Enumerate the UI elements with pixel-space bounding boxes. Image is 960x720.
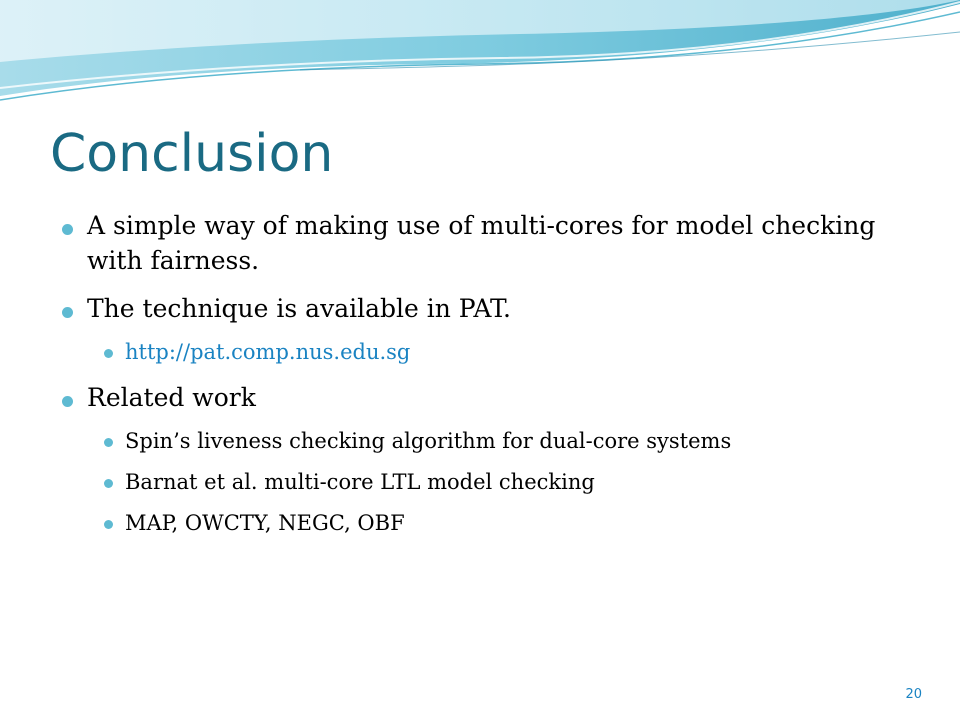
header-wave-decoration bbox=[0, 0, 960, 110]
sub-bullet-text: Spin’s liveness checking algorithm for dual-core systems bbox=[125, 429, 732, 453]
bullet-text: Related work bbox=[87, 383, 256, 412]
bullet-item bbox=[62, 291, 902, 326]
sub-bullet-item bbox=[62, 508, 902, 538]
pat-website-link[interactable]: http://pat.comp.nus.edu.sg bbox=[125, 340, 411, 364]
bullet-item bbox=[62, 380, 902, 415]
bullet-dot-icon bbox=[62, 307, 73, 318]
bullet-dot-icon bbox=[62, 396, 73, 407]
bullet-dot-icon bbox=[104, 438, 113, 447]
bullet-text: A simple way of making use of multi-cores for model checking with fairness. bbox=[87, 211, 876, 275]
bullet-dot-icon bbox=[104, 520, 113, 529]
bullet-dot-icon bbox=[104, 349, 113, 358]
sub-bullet-item[interactable] bbox=[62, 337, 902, 367]
sub-bullet-item bbox=[62, 467, 902, 497]
sub-bullet-text: Barnat et al. multi-core LTL model checking bbox=[125, 470, 595, 494]
bullet-item bbox=[62, 208, 902, 278]
sub-bullet-item bbox=[62, 426, 902, 456]
bullet-dot-icon bbox=[104, 479, 113, 488]
slide-body bbox=[62, 208, 902, 538]
sub-bullet-text: MAP, OWCTY, NEGC, OBF bbox=[125, 511, 405, 535]
bullet-list bbox=[62, 208, 902, 538]
page-number: 20 bbox=[905, 687, 922, 702]
slide-title: Conclusion bbox=[50, 124, 334, 184]
bullet-text: The technique is available in PAT. bbox=[87, 294, 511, 323]
bullet-dot-icon bbox=[62, 224, 73, 235]
